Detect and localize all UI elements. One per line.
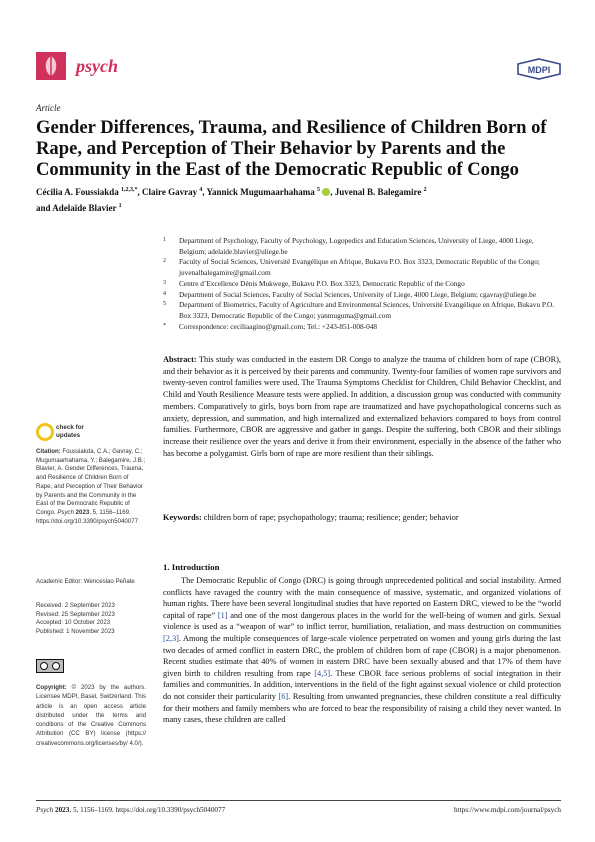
affiliation-text: Department of Biometrics, Faculty of Agriculture and Environmental Sciences, Université Evangélique en Afrique, Bukavu P.O. Box 3323, Democratic Republic of the Congo; yanmuguma@gmail.com — [179, 300, 555, 320]
affiliation-text: Department of Social Sciences, Faculty of Social Sciences, University of Liege, 4000 Liege, Belgium; cgavray@uliege.be — [179, 289, 537, 299]
affiliation-number: 2 — [163, 258, 166, 265]
citation-journal: Psych — [57, 508, 74, 516]
author-list: Cécilia A. Foussiakda $^{1,2,3,*}$, Claire Gavray $^4$, Yannick Mugumaarhahama $^5$ , Juvenal B. Balegamire $^2$ and Adelaïde Blavier $^1$ — [36, 187, 427, 213]
author-affiliation-marker: 5 — [317, 187, 321, 193]
affiliation-item — [163, 300, 561, 321]
affiliation-item — [163, 290, 561, 301]
citation-year: 2023 — [75, 508, 90, 516]
affiliation-text: Department of Psychology, Faculty of Psychology, Logopedics and Education Sciences, University of Liege, 4000 Liege, Belgium; adelaide.blavier@uliege.be — [179, 236, 534, 256]
published-date: Published: 1 November 2023 — [36, 628, 115, 636]
by-icon — [52, 662, 60, 670]
author-name[interactable]: Yannick Mugumaarhahama — [206, 187, 315, 197]
check-updates-icon — [36, 423, 54, 441]
correspondence-text[interactable]: Correspondence: ceciliaagino@gmail.com; Tel.: +243-851-008-048 — [179, 321, 378, 331]
section-heading: 1. Introduction — [163, 562, 220, 572]
keywords-text: children born of rape; psychopathology; trauma; resilience; gender; behavior — [203, 513, 459, 522]
footer-divider — [36, 800, 561, 801]
affiliation-item — [163, 236, 561, 257]
introduction-paragraph: The Democratic Republic of Congo (DRC) is going through unprecedented political and social instability. Armed conflicts have ravaged the country with the main consequence of massive, systematic, and organized violations of human rights. There have been several longitudinal studies that have reported on Eastern DRC, viewed to be the “world capital of rape” [1] and one of the most dangerous places in the world for the well-being of women and girls. Sexual violence is used as a “weapon of war” to inflict terror, humiliation, retaliation, and mass destruction on communities [2,3]. Among the multiple consequences of large-scale violence perpetrated on women and young girls during the last two decades of armed conflict in eastern DRC, the problem of children born of rape (CBOR) is a major phenomenon. Recent studies estimate that 40% of women in eastern DRC have been sexually abused and that 17% of them have given birth to children resulting from rape [4,5]. These CBOR face serious problems of social integration in their families and communities. In addition, interventions in the field of the fight against sexual violence or child protection do not consider their particularity [6]. Resulting from unwanted pregnancies, these children constitute a real difficulty for their mothers and family members who are forced to bear the responsibility of raising a child they never wanted. In many cases, these children are called — [163, 576, 561, 725]
check-for-updates-button[interactable] — [36, 423, 116, 443]
revised-date: Revised: 25 September 2023 — [36, 610, 115, 618]
copyright — [36, 683, 146, 748]
affiliation-item — [163, 279, 561, 290]
author-affiliation-marker: 2 — [423, 187, 427, 193]
keywords-label: Keywords: — [163, 513, 202, 522]
publication-dates — [36, 602, 146, 637]
mdpi-logo-text: MDPI — [527, 65, 551, 75]
affiliations — [163, 236, 561, 332]
received-date: Received: 2 September 2023 — [36, 602, 115, 609]
keywords — [163, 512, 561, 524]
footer-doi[interactable]: , 5, 1156–1169. https://doi.org/10.3390/psych5040077 — [69, 806, 226, 814]
footer-year: 2023 — [54, 806, 70, 814]
citation-doi[interactable]: , 5, 1156–1169. https://doi.org/10.3390/psych5040077 — [36, 508, 138, 525]
footer-journal: Psych — [36, 806, 54, 814]
reference-link[interactable]: [6] — [278, 691, 289, 701]
affiliation-number: 5 — [163, 301, 166, 308]
correspondence-item — [163, 322, 561, 333]
affiliation-item — [163, 257, 561, 278]
reference-link[interactable]: [1] — [217, 610, 228, 620]
author-affiliation-marker: 1,2,3,* — [121, 187, 138, 193]
journal-logo — [36, 52, 66, 80]
author-name[interactable]: Claire Gavray — [142, 187, 198, 197]
accepted-date: Accepted: 10 October 2023 — [36, 619, 111, 627]
author-name[interactable]: Juvenal B. Balegamire — [334, 187, 422, 197]
affiliation-number: 1 — [163, 237, 166, 243]
academic-editor: Academic Editor: Wenceslao Peñate — [36, 578, 135, 585]
reference-link[interactable]: [4,5] — [314, 668, 331, 678]
cc-by-license-icon[interactable] — [36, 659, 64, 673]
affiliation-number: * — [163, 322, 166, 329]
author-name[interactable]: and Adelaïde Blavier — [36, 202, 117, 213]
footer-journal-url[interactable]: https://www.mdpi.com/journal/psych — [454, 806, 561, 814]
copyright-text: © 2023 by the authors. Licensee MDPI, Basel, Switzerland. This article is an open access article distributed under the terms and conditions of the Creative Commons Attribution (CC BY) license (https:// creativecommons.org/licenses/by/ 4.0/). — [36, 684, 146, 747]
affiliation-number: 4 — [163, 290, 166, 297]
check-updates-label: check for updates — [56, 424, 84, 439]
cc-icon — [40, 662, 48, 670]
author-affiliation-marker: 4 — [199, 187, 203, 193]
citation-label: Citation: — [36, 448, 61, 455]
author-name[interactable]: Cécilia A. Foussiakda — [36, 187, 119, 197]
abstract-label: Abstract: — [163, 355, 197, 364]
mdpi-logo[interactable] — [516, 58, 562, 80]
copyright-label: Copyright: — [36, 684, 67, 691]
citation — [36, 448, 146, 526]
affiliation-number: 3 — [163, 279, 166, 286]
footer-citation — [36, 806, 225, 814]
article-title: Gender Differences, Trauma, and Resilience of Children Born of Rape, and Perception of Their Behavior by Parents and the Community in the East of the Democratic Republic of Congo — [36, 117, 547, 180]
abstract — [163, 354, 561, 459]
journal-name: psych — [76, 56, 118, 76]
author-affiliation-marker: 1 — [118, 202, 122, 209]
abstract-text: This study was conducted in the eastern DR Congo to analyze the trauma of children born of rape (CBOR), and their behavior as it is perceived by their parents and community. Twenty-four families of women rape survivors and twenty-seven control families were used. The Trauma Symptoms Checklist for Children, Child Behavior Checklist, and Child and Youth Resilience Measure tests were applied. In addition, a discussion group was conducted with community members. Comparatively to girls, boys born from rape are traumatized and have psychopathological concerns such as anxiety, depression, and summation, and high internalized and externalized behaviors compared to boys from control families. Furthermore, CBOR are aggressive and gather in gangs. Despite the suffering, both CBOR and their siblings increase their resilience over the years and derive it from their environment, especially in the absence of the father who has become a polygamist. Girls born of rape are more resilient than their siblings. — [163, 355, 562, 458]
article-type: Article — [36, 103, 61, 113]
affiliation-text: Faculty of Social Sciences, Université Evangélique en Afrique, Bukavu P.O. Box 3323, Democratic Republic of the Congo; juvenalbalegamire@gmail.com — [179, 257, 540, 278]
citation-text: Foussiakda, C.A.; Gavray, C.; Mugumaarhahama, Y.; Balegamire, J.B.; Blavier, A. Gender Differences, Trauma, and Resilience of Children Born of Rape, and Perception of Their Behavior by Parents and the Community in the East of the Democratic Republic of Congo. — [36, 448, 146, 516]
affiliation-text: Centre d’Excellence Dénis Mukwege, Bukavu P.O. Box 3323, Democratic Republic of the Congo — [179, 278, 465, 288]
reference-link[interactable]: [2,3] — [163, 633, 179, 643]
